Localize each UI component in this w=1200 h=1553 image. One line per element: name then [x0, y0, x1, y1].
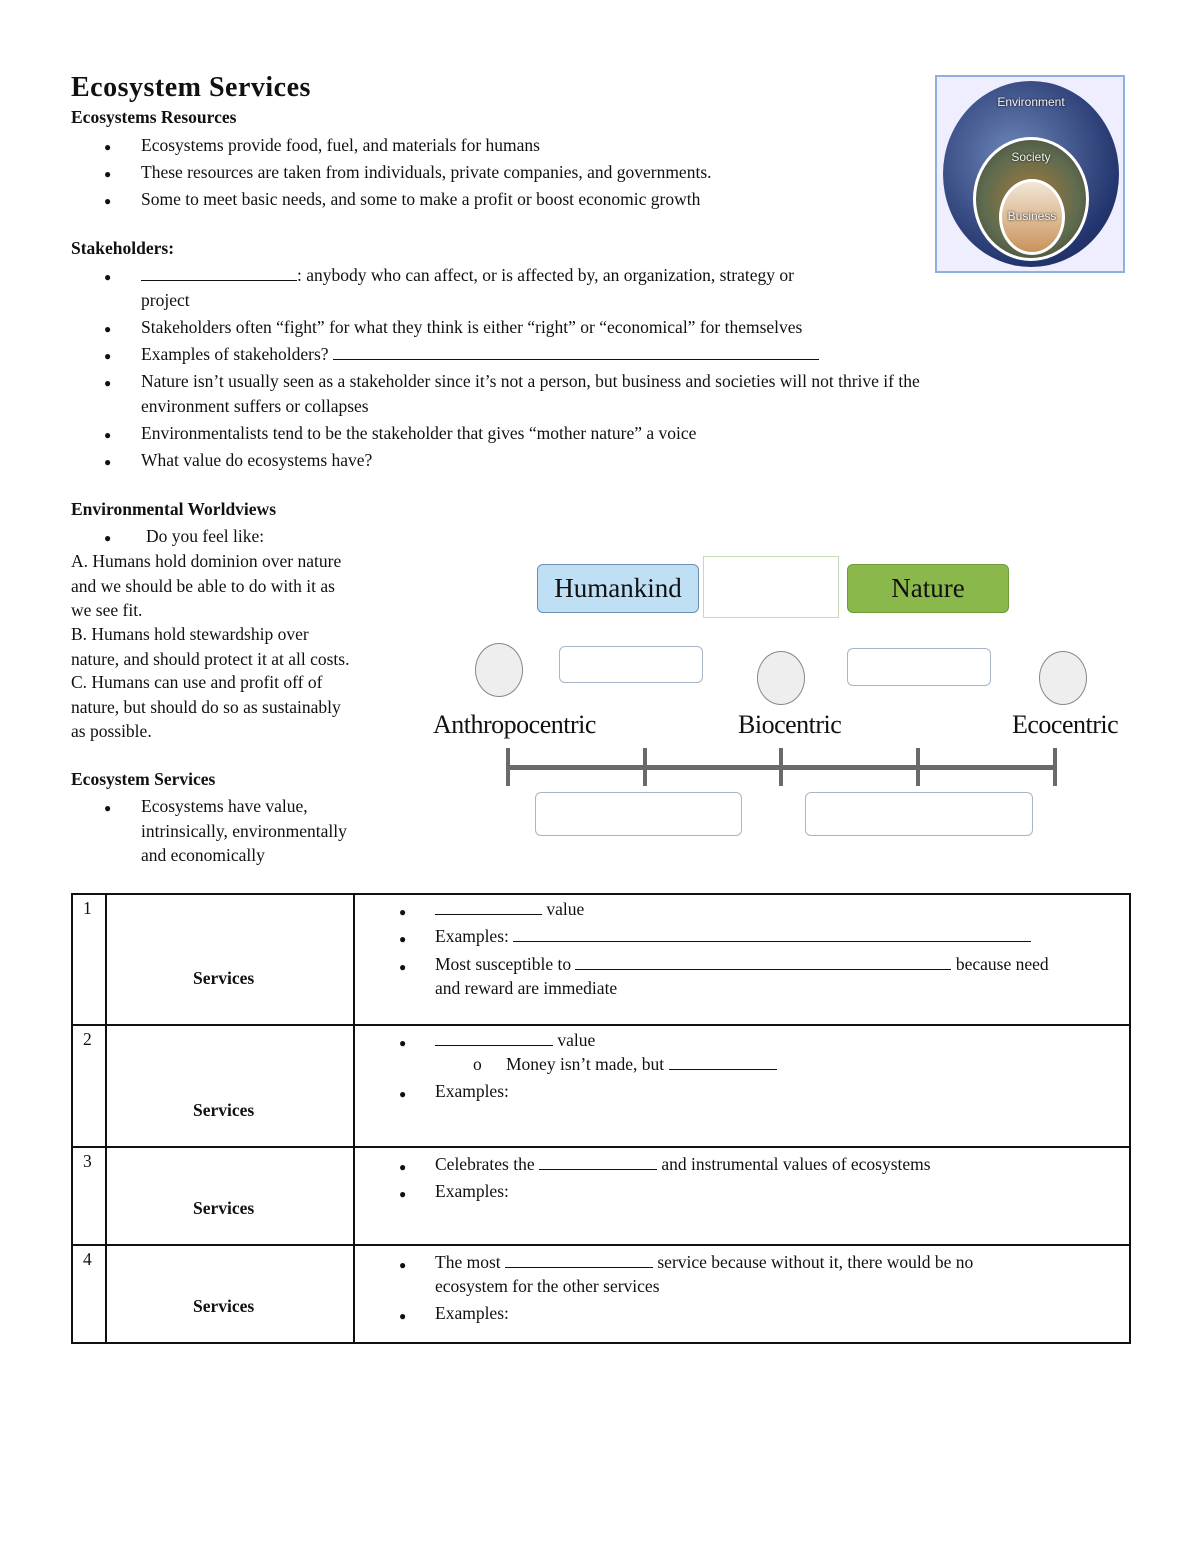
list-item: Ecosystems have value,	[141, 796, 308, 816]
table-row	[72, 1245, 1130, 1343]
humankind-box: Humankind	[537, 564, 699, 613]
bullet: ●	[399, 932, 407, 946]
bullet: ●	[399, 960, 407, 974]
option-text: nature, but should do so as sustainably	[71, 697, 341, 717]
service-label: Services	[193, 1198, 255, 1218]
list-item-cont: environment suffers or collapses	[141, 396, 369, 416]
row-number: 2	[83, 1029, 92, 1049]
bullet: ●	[104, 167, 112, 181]
text: service because without it, there would be no	[657, 1252, 974, 1272]
service-label: Services	[193, 1100, 255, 1120]
resources-heading: Ecosystems Resources	[71, 107, 237, 127]
text: Examples:	[435, 1181, 509, 1201]
option-text: C. Humans can use and profit off of	[71, 672, 323, 692]
list-item: What value do ecosystems have?	[141, 450, 373, 470]
row-number: 3	[83, 1151, 92, 1171]
bullet: ●	[104, 801, 112, 815]
anthropocentric-label: Anthropocentric	[433, 710, 596, 739]
table-row	[72, 1025, 1130, 1147]
list-item: Do you feel like:	[146, 526, 265, 546]
fill-in-blank[interactable]	[435, 899, 542, 915]
list-item-cont: project	[141, 290, 190, 310]
scale-tick	[506, 748, 510, 786]
page-title: Ecosystem Services	[71, 72, 311, 103]
blank-box[interactable]	[805, 792, 1033, 836]
fill-in-blank[interactable]	[505, 1252, 653, 1268]
text: Examples:	[435, 926, 509, 946]
text: Most susceptible to	[435, 954, 572, 974]
blank-center-box[interactable]	[703, 556, 839, 618]
circle-biocentric[interactable]	[757, 651, 805, 705]
circle-ecocentric[interactable]	[1039, 651, 1087, 705]
text: Money isn’t made, but	[506, 1054, 665, 1074]
scale-tick	[779, 748, 783, 786]
option-text: A. Humans hold dominion over nature	[71, 551, 342, 571]
scale-tick	[1053, 748, 1057, 786]
list-item: Ecosystems provide food, fuel, and materials for humans	[141, 135, 540, 155]
text: Examples:	[435, 1303, 509, 1323]
list-item: Stakeholders often “fight” for what they think is either “right” or “economical” for themselves	[141, 317, 803, 337]
row-number: 4	[83, 1249, 92, 1269]
blank-box[interactable]	[535, 792, 742, 836]
option-text: B. Humans hold stewardship over	[71, 624, 309, 644]
society-label: Society	[1011, 150, 1051, 164]
option-text: we see fit.	[71, 600, 143, 620]
text: value	[557, 1030, 596, 1050]
bullet: ●	[399, 1087, 407, 1101]
list-item: Nature isn’t usually seen as a stakeholder since it’s not a person, but business and societies will not thrive if the	[141, 371, 920, 391]
bullet: ●	[104, 322, 112, 336]
circle-anthropocentric[interactable]	[475, 643, 523, 697]
bullet: ●	[399, 1036, 407, 1050]
environment-label: Environment	[997, 95, 1065, 109]
text: : anybody who can affect, or is affected by, an organization, strategy or	[297, 265, 794, 285]
service-label: Services	[193, 968, 255, 988]
bullet: ●	[104, 194, 112, 208]
bullet: ●	[104, 455, 112, 469]
bullet: ●	[104, 349, 112, 363]
text: and reward are immediate	[435, 978, 618, 998]
bullet: ●	[399, 1160, 407, 1174]
text: ecosystem for the other services	[435, 1276, 660, 1296]
fill-in-blank[interactable]	[513, 926, 1031, 942]
bullet: ●	[399, 1187, 407, 1201]
list-item: These resources are taken from individuals, private companies, and governments.	[141, 162, 712, 182]
bullet: ●	[104, 531, 112, 545]
worldviews-heading: Environmental Worldviews	[71, 499, 277, 519]
bullet: ●	[104, 140, 112, 154]
blank-box[interactable]	[559, 646, 703, 683]
fill-in-blank[interactable]	[141, 265, 297, 281]
bullet: ●	[399, 1258, 407, 1272]
bullet: ●	[399, 1309, 407, 1323]
list-item	[141, 265, 794, 286]
services-heading: Ecosystem Services	[71, 769, 216, 789]
business-circle	[999, 179, 1065, 255]
text: and instrumental values of ecosystems	[661, 1154, 931, 1174]
table-row	[72, 1147, 1130, 1245]
text: Examples of stakeholders?	[141, 344, 329, 364]
service-label: Services	[193, 1296, 255, 1316]
environment-society-business-image	[935, 75, 1125, 273]
list-item-cont: and economically	[141, 845, 265, 865]
scale-tick	[916, 748, 920, 786]
blank-box[interactable]	[847, 648, 991, 686]
fill-in-blank[interactable]	[669, 1054, 777, 1070]
bullet: ●	[399, 905, 407, 919]
text: Celebrates the	[435, 1154, 535, 1174]
table-row	[72, 894, 1130, 1025]
services-table	[71, 893, 1131, 1344]
text: Examples:	[435, 1081, 509, 1101]
row-number: 1	[83, 898, 92, 918]
text: value	[546, 899, 585, 919]
stakeholders-heading: Stakeholders:	[71, 238, 175, 258]
bullet: ●	[104, 376, 112, 390]
bullet: ●	[104, 270, 112, 284]
sub-bullet: o	[473, 1054, 482, 1074]
nature-box: Nature	[847, 564, 1009, 613]
scale-tick	[643, 748, 647, 786]
option-text: as possible.	[71, 721, 152, 741]
fill-in-blank[interactable]	[435, 1030, 553, 1046]
business-label: Business	[1007, 209, 1057, 223]
ecocentric-label: Ecocentric	[1012, 710, 1119, 739]
bullet: ●	[104, 428, 112, 442]
biocentric-label: Biocentric	[738, 710, 842, 739]
list-item: Environmentalists tend to be the stakeholder that gives “mother nature” a voice	[141, 423, 697, 443]
list-item: Some to meet basic needs, and some to make a profit or boost economic growth	[141, 189, 701, 209]
list-item	[141, 344, 819, 365]
fill-in-blank[interactable]	[333, 344, 819, 360]
fill-in-blank[interactable]	[575, 954, 951, 970]
list-item-cont: intrinsically, environmentally	[141, 821, 347, 841]
option-text: nature, and should protect it at all costs.	[71, 649, 350, 669]
fill-in-blank[interactable]	[539, 1154, 657, 1170]
option-text: and we should be able to do with it as	[71, 576, 335, 596]
text: The most	[435, 1252, 501, 1272]
text: because need	[955, 954, 1049, 974]
